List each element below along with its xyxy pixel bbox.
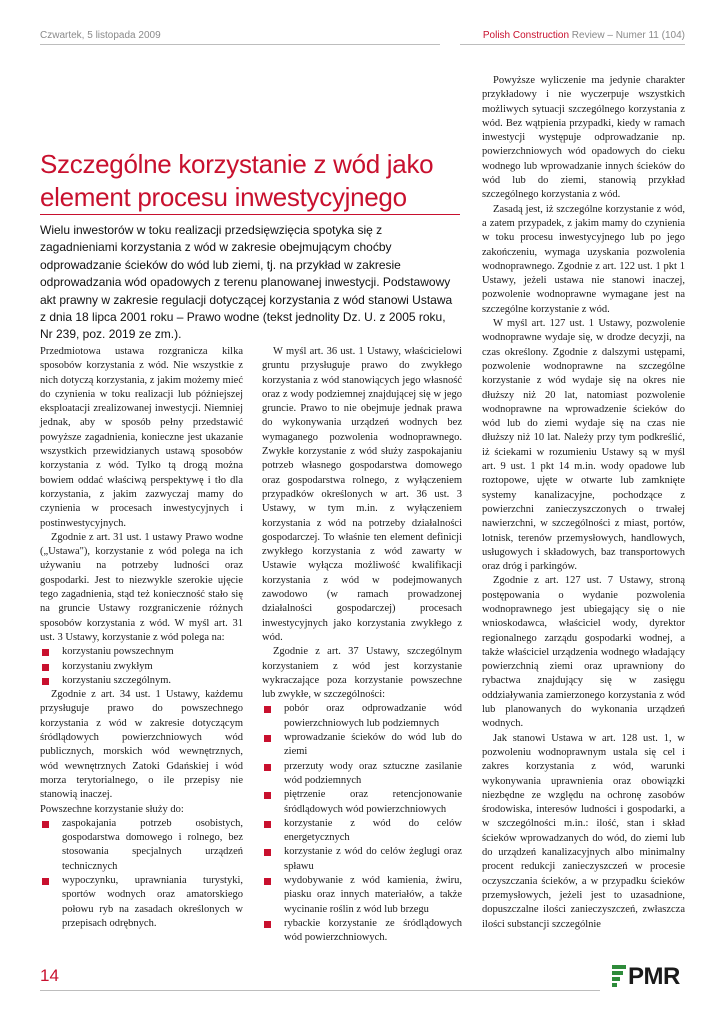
list-item: korzystaniu szczególnym. [40,674,243,688]
header-divider-left [40,44,440,45]
paragraph: Zgodnie z art. 37 Ustawy, szczególnym korzystaniem z wód jest korzystanie wykraczające poza korzystanie powszechne lub zwykłe, w szczególności: [262,646,462,701]
header-date: Czwartek, 5 listopada 2009 [40,30,161,41]
list-item: przerzuty wody oraz sztuczne zasilanie wód podziemnych [262,760,462,789]
bullet-icon [42,821,49,828]
paragraph: W myśl art. 127 ust. 1 Ustawy, pozwolenie wodnoprawne wydaje się, w drodze decyzji, na czas określony. Zgodnie z dalszymi ustępami, pozwolenie wodnoprawne na szczególne korzystanie z wód wydaje się na okres nie dłuższy niż 20 lat, natomiast pozwolenie wodnoprawne na wprowadzenie ścieków do wód lub do ziemi wydaje się na czas nie dłuższy niż 10 lat. Należy przy tym podkreślić, iż ściekami w rozumieniu Ustawy są w myśl art. 9 ust. 1 pkt 14 m.in. wody opadowe lub roztopowe, ujęte w otwarte lub zamknięte systemy kanalizacyjne, pochodzące z powierzchni zanieczyszczonych o trwałej nawierzchni, w szczególności z miast, portów, lotnisk, terenów przemysłowych, handlowych, usługowych i składowych, baz transportowych oraz dróg i parkingów. [482,318,685,573]
header-publication [483,30,685,41]
bullet-icon [264,706,271,713]
paragraph: Zgodnie z art. 34 ust. 1 Ustawy, każdemu przysługuje prawo do powszechnego korzystania z wód w zakresie dotyczącym śródlądowych powierzchniowych wód publicznych, morskich wód wewnętrznych, wód wewnętrznych Zatoki Gdańskiej i wód morza terytorialnego, o ile przepisy nie stanowią inaczej. [40,689,243,801]
paragraph: Zgodnie z art. 31 ust. 1 ustawy Prawo wodne („Ustawa"), korzystanie z wód polega na ich używaniu na potrzeby ludności oraz gospodarki. Jest to niezwykle szerokie ujęcie tego zagadnienia, stąd też konieczność stało się na gruncie Ustawy rozgraniczenie różnych sposobów korzystania z wód. W myśl art. 31 ust. 3 Ustawy, korzystanie z wód polega na: [40,531,243,643]
header-issue: Review – Numer 11 (104) [569,30,685,41]
pmr-logo [612,963,687,993]
bullet-icon [42,649,49,656]
paragraph: Przedmiotowa ustawa rozgranicza kilka sposobów korzystania z wód. Nie wszystkie z nich dotyczą korzystania, z jakim możemy mieć do czynienia w toku realizacji lub późniejszej eksploatacji zrealizowanej inwestycji. Niemniej jednak, aby w sposób pełny przedstawić powyższe zagadnienia, konieczne jest ukazanie wszystkich przewidzianych ustawą sposobów korzystania z wód. Tylko tą drogą można bowiem oddać właściwą perspektywę i tło dla korzystania, z jakim zazwyczaj mamy do czynienia w procesach inwestycyjnych i postinwestycyjnych. [40,346,243,529]
paragraph: Powyższe wyliczenie ma jedynie charakter przykładowy i nie wyczerpuje wszystkich możliwych sytuacji szczególnego korzystania z wód. Bez wątpienia przypadki, kiedy w ramach inwestycji występuje odprowadzanie np. powierzchniowych wód opadowych do cieku wodnego lub wprowadzanie innych ścieków do wód lub do ziemi, stanowią przykład szczególnego korzystania z wód. [482,75,685,201]
column-3 [482,74,685,932]
list-item: korzystaniu zwykłym [40,660,243,674]
bullet-list [262,702,462,945]
list-item: wypoczynku, uprawniania turystyki, sportów wodnych oraz amatorskiego połowu ryb na zasadach określonych w przepisach odrębnych. [40,874,243,931]
title-divider [40,214,460,215]
list-item: korzystanie z wód do celów energetycznych [262,817,462,846]
pmr-logo-mark-icon [612,965,628,991]
bullet-icon [264,921,271,928]
header-brand: Polish Construction [482,30,570,41]
paragraph: W myśl art. 36 ust. 1 Ustawy, właścicielowi gruntu przysługuje prawo do zwykłego korzystania z wód stanowiących jego własność oraz z wody podziemnej znajdującej się w jego gruncie. Prawo to nie obejmuje jednak prawa do wykonywania urządzeń wodnych bez wymaganego pozwolenia wodnoprawnego. Zwykłe korzystanie z wód służy zaspokajaniu potrzeb własnego gospodarstwa domowego oraz gospodarstwa rolnego, z wyłączeniem przypadków określonych w art. 36 ust. 3 Ustawy, w tym m.in. z wyłączeniem korzystania z wód na potrzeby działalności gospodarczej. To właśnie ten element definicji zwykłego korzystania z wód zawarty w Ustawie wyłącza możliwość kwalifikacji korzystania z wód w podejmowanych zawodowo (w ramach prowadzonej działalności gospodarczej) procesach inwestycyjnych jako korzystania zwykłego z wód. [262,346,462,643]
bullet-icon [264,878,271,885]
bullet-icon [264,821,271,828]
bullet-list [40,645,243,688]
list-item: pobór oraz odprowadzanie wód powierzchniowych lub podziemnych [262,702,462,731]
bullet-icon [264,735,271,742]
column-2 [262,345,462,945]
column-1 [40,345,243,931]
list-item: zaspokajania potrzeb osobistych, gospodarstwa domowego i rolnego, bez stosowania specjalnych urządzeń technicznych [40,817,243,874]
bullet-icon [42,878,49,885]
bullet-icon [264,764,271,771]
paragraph: Powszechne korzystanie służy do: [40,803,184,815]
paragraph: Jak stanowi Ustawa w art. 128 ust. 1, w pozwoleniu wodnoprawnym ustala się cel i zakres korzystania z wód, warunki wykonywania uprawnienia oraz obowiązki niezbędne ze względu na ochronę zasobów środowiska, interesów ludności i gospodarki, a w szczególności m.in.: ilość, stan i skład ścieków wprowadzanych do wód, do ziemi lub do urządzeń kanalizacyjnych albo minimalny procent redukcji zanieczyszczeń w procesie oczyszczania ścieków, a w przypadku ścieków przemysłowych, jeżeli jest to uzasadnione, dopuszczalne ilości zanieczyszczeń, zwłaszcza ilości substancji szczególnie [482,732,685,930]
bullet-icon [264,849,271,856]
bullet-icon [264,792,271,799]
pmr-logo-text: PMR [628,963,680,990]
bullet-list [40,817,243,931]
bullet-icon [42,678,49,685]
header-divider-right [460,44,685,45]
bullet-icon [42,664,49,671]
list-item: korzystanie z wód do celów żeglugi oraz spławu [262,845,462,874]
paragraph: Zgodnie z art. 127 ust. 7 Ustawy, stroną postępowania o wydanie pozwolenia wodnoprawnego jest ubiegający się o nie wnioskodawca, właściciel wody, dyrektor regionalnego zarządu gospodarki wodnej, a także właściciel urządzenia wodnego władający powierzchnią ziemi oraz uprawniony do rybactwa znajdujący się w zasięgu oddziaływania zamierzonego korzystania z wód lub planowanych do wykonania urządzeń wodnych. [482,575,685,730]
list-item: piętrzenie oraz retencjonowanie śródlądowych wód powierzchniowych [262,788,462,817]
list-item: wydobywanie z wód kamienia, żwiru, piasku oraz innych materiałów, a także wycinanie roślin z wód lub brzegu [262,874,462,917]
list-item: rybackie korzystanie ze śródlądowych wód powierzchniowych. [262,917,462,946]
footer-divider [40,990,600,991]
list-item: wprowadzanie ścieków do wód lub do ziemi [262,731,462,760]
article-title: Szczególne korzystanie z wód jako element procesu inwestycyjnego [40,149,434,212]
list-item: korzystaniu powszechnym [40,645,243,659]
paragraph: Zasadą jest, iż szczególne korzystanie z wód, a zatem przypadek, z jakim mamy do czynienia w toku procesu inwestycyjnego lub po jego zakończeniu, wymaga uzyskania pozwolenia wodnoprawnego. Zgodnie z art. 122 ust. 1 pkt 1 Ustawy, jeżeli ustawa nie stanowi inaczej, pozwolenie wodnoprawne wymagane jest na szczególne korzystanie z wód. [482,203,685,315]
article-lead: Wielu inwestorów w toku realizacji przedsięwzięcia spotyka się z zagadnieniami korzystania z wód w zakresie obejmującym choćby odprowadzanie ścieków do wód lub ziemi, tj. na przykład w zakresie odprowadzania wód opadowych z terenu planowanej inwestycji. Podstawowy akt prawny w zakresie regulacji dotyczącej korzystania z wód stanowi Ustawa z dnia 18 lipca 2001 roku – Prawo wodne (tekst jednolity Dz. U. z 2005 roku, Nr 239, poz. 2019 ze zm.). [40,223,453,342]
page-number: 14 [40,966,59,985]
